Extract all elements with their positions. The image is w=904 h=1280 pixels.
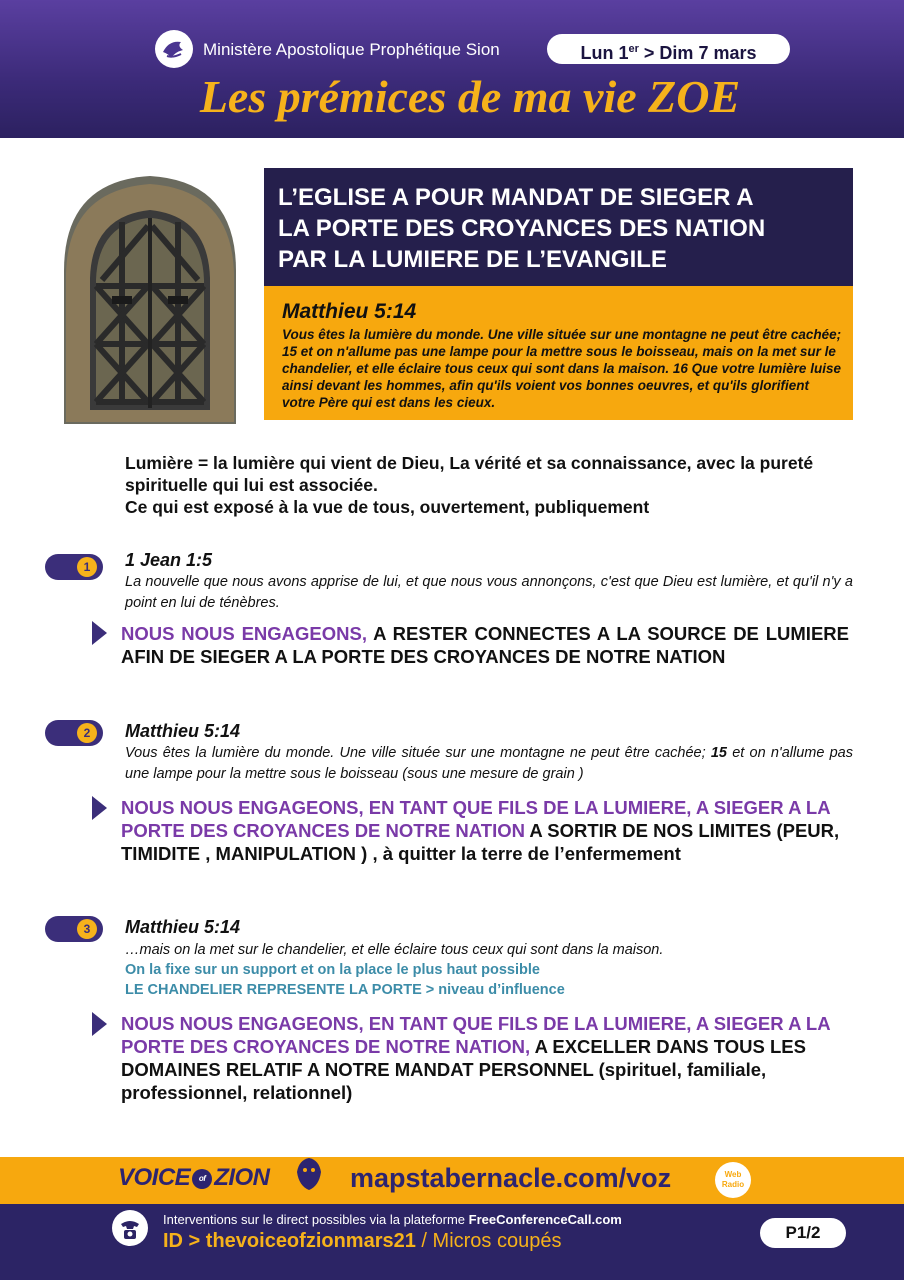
logo-voice: VOICE	[118, 1164, 191, 1191]
section-2-text-c: et on n'allume pas une lampe pour la mettre sous le boisseau (sous une mesure de grain )	[125, 745, 853, 782]
conference-info-text: Interventions sur le direct possibles via la plateforme	[163, 1212, 469, 1227]
definition-line-1: Lumière = la lumière qui vient de Dieu, La vérité et sa connaissance, avec la pureté spirituelle qui lui est associée.	[125, 453, 814, 495]
header-banner	[0, 0, 904, 138]
mics-muted-note: / Micros coupés	[415, 1230, 562, 1252]
section-1-arrow-icon	[92, 621, 107, 645]
commitment-2-body: A SORTIR DE NOS LIMITES (PEUR, TIMIDITE , MANIPULATION ) , à quitter la terre de l’enfermement	[121, 820, 840, 864]
ministry-logo	[155, 30, 193, 68]
section-3-commitment	[121, 1012, 849, 1104]
page-title: Les prémices de ma vie ZOE	[199, 71, 741, 122]
org-name: Ministère Apostolique Prophétique Sion	[203, 40, 500, 59]
section-1-badge	[45, 554, 103, 580]
logo-of: of	[192, 1169, 212, 1189]
section-2-text	[125, 743, 853, 785]
logo-zion: ZION	[214, 1164, 270, 1191]
section-1-text: La nouvelle que nous avons apprise de lui, et que nous vous annonçons, c'est que Dieu est lumière, et qu'il n'y a point en lui de ténèbres.	[125, 574, 853, 611]
lion-icon	[295, 1156, 323, 1192]
definition-line-2: Ce qui est exposé à la vue de tous, ouvertement, publiquement	[125, 497, 650, 517]
commitment-2-lead: NOUS NOUS ENGAGEONS, EN TANT QUE FILS DE LA LUMIERE, A SIEGER A LA PORTE DES CROYANCES DE NOTRE NATION	[121, 797, 830, 841]
section-1-commitment	[121, 622, 849, 668]
conference-platform: FreeConferenceCall.com	[468, 1212, 622, 1227]
date-range-badge: Lun 1er > Dim 7 mars	[547, 34, 790, 64]
section-3-text: …mais on la met sur le chandelier, et elle éclaire tous ceux qui sont dans la maison.	[125, 942, 664, 958]
section-2-commitment	[121, 796, 849, 865]
section-2-reference: Matthieu 5:14	[125, 721, 241, 741]
section-1-reference: 1 Jean 1:5	[125, 550, 213, 570]
door-illustration	[62, 176, 238, 426]
section-2-text-a: Vous êtes la lumière du monde. Une ville située sur une montagne ne peut être cachée;	[125, 745, 711, 761]
conference-id-value: ID > thevoiceofzionmars21	[163, 1230, 416, 1252]
commitment-1-body: A RESTER CONNECTES A LA SOURCE DE LUMIERE AFIN DE SIEGER A LA PORTE DES CROYANCES DE NOTRE NATION	[121, 623, 849, 667]
light-definition	[125, 452, 845, 518]
commitment-1-lead: NOUS NOUS ENGAGEONS,	[121, 623, 367, 644]
main-theme-box	[264, 168, 853, 286]
radio-label: Radio	[721, 1180, 745, 1189]
section-3-note-1: On la fixe sur un support et on la place le plus haut possible	[125, 962, 540, 978]
verse-box	[264, 286, 853, 420]
section-2-badge	[45, 720, 103, 746]
section-3-reference: Matthieu 5:14	[125, 917, 241, 937]
page-number-badge: P1/2	[760, 1218, 846, 1248]
conference-info	[163, 1212, 622, 1227]
website-link[interactable]: mapstabernacle.com/voz	[350, 1163, 672, 1193]
commitment-3-body: A EXCELLER DANS TOUS LES DOMAINES RELATIF A NOTRE MANDAT PERSONNEL (spirituel, familiale, professionnel, relationnel)	[121, 1036, 806, 1103]
verse-text: Vous êtes la lumière du monde. Une ville située sur une montagne ne peut être cachée; 15 et on n'allume pas une lampe pour la mettre sous le boisseau, mais on la met sur le chandelier, et elle éclaire tous ceux qui sont dans la maison. 16 Que votre lumière luise ainsi devant les hommes, afin qu'ils voient vos bonnes oeuvres, et qu'ils glorifient votre Père qui est dans les cieux.	[282, 327, 842, 410]
section-3-note-2: LE CHANDELIER REPRESENTE LA PORTE > niveau d’influence	[125, 982, 565, 998]
verse-reference: Matthieu 5:14	[282, 300, 417, 323]
section-2-verse-number: 15	[710, 745, 727, 761]
section-1-number: 1	[77, 557, 97, 577]
section-3-arrow-icon	[92, 1012, 107, 1036]
section-3-badge	[45, 916, 103, 942]
theme-line-1: L’EGLISE A POUR MANDAT DE SIEGER A	[278, 184, 754, 211]
conference-id	[163, 1230, 561, 1253]
section-3-number: 3	[77, 919, 97, 939]
theme-line-3: PAR LA LUMIERE DE L’EVANGILE	[278, 246, 667, 273]
web-radio-badge	[715, 1162, 751, 1198]
phone-icon	[112, 1210, 148, 1246]
web-label: Web	[724, 1170, 742, 1179]
main-theme-heading	[278, 182, 765, 275]
section-2-arrow-icon	[92, 796, 107, 820]
theme-line-2: LA PORTE DES CROYANCES DES NATION	[278, 215, 766, 242]
section-2-number: 2	[77, 723, 97, 743]
voice-of-zion-logo	[118, 1164, 270, 1192]
commitment-3-lead: NOUS NOUS ENGAGEONS, EN TANT QUE FILS DE LA LUMIERE, A SIEGER A LA PORTE DES CROYANCES DE NOTRE NATION,	[121, 1013, 830, 1057]
